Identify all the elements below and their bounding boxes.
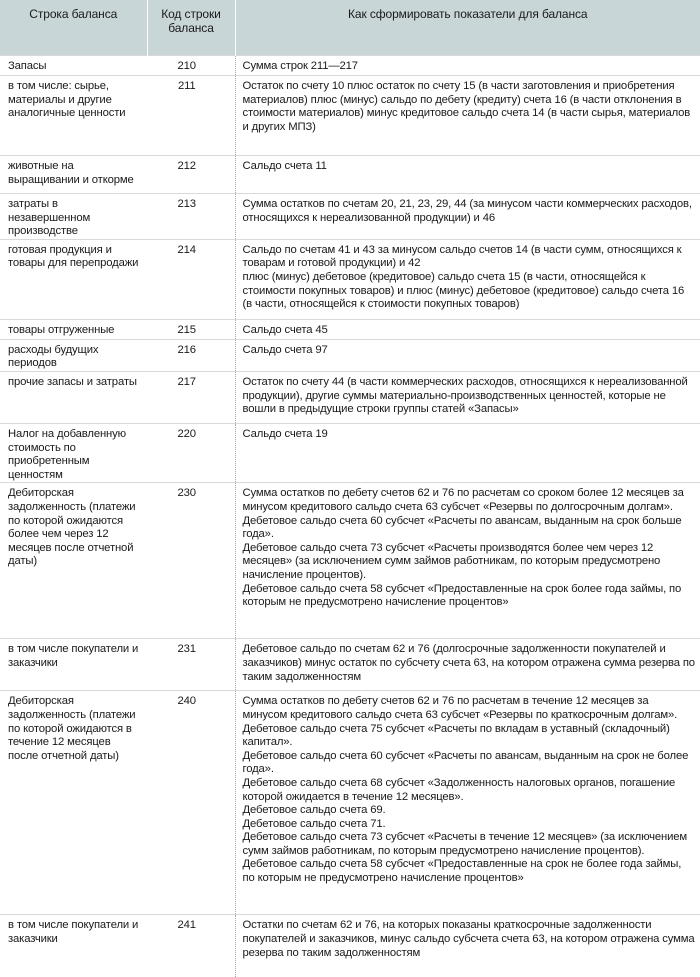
row-description — [235, 639, 700, 691]
row-description — [235, 915, 700, 977]
row-code: 216 — [147, 339, 235, 371]
row-code: 211 — [147, 76, 235, 156]
table-row — [0, 639, 700, 691]
description-line: Сумма строк 211—217 — [242, 60, 358, 72]
row-description — [235, 76, 700, 156]
description-line: Дебетовое сальдо счета 73 субсчет «Расчеты производятся более чем через 12 месяцев» (за исключением сумм займов работникам, по которым предусмотрено начисление процентов). — [242, 541, 661, 581]
description-line: Дебетовое сальдо по счетам 62 и 76 (долгосрочные задолженности покупателей и заказчиков) минус остаток по субсчету счета 63, на котором отражена сумма резерва по таким задолженностям — [242, 643, 695, 683]
row-label: готовая продукция и товары для перепродажи — [0, 239, 147, 319]
row-description — [235, 423, 700, 482]
row-description — [235, 194, 700, 240]
row-label: Налог на добавленную стоимость по приобретенным ценностям — [0, 423, 147, 482]
row-code: 213 — [147, 194, 235, 240]
table-row — [0, 371, 700, 423]
row-description — [235, 319, 700, 339]
description-line: Сумма остатков по счетам 20, 21, 23, 29, 44 (за минусом части коммерческих расходов, относящихся к нереализованной продукции) и 46 — [242, 198, 692, 224]
row-code: 215 — [147, 319, 235, 339]
row-description — [235, 691, 700, 915]
table-body — [0, 56, 700, 977]
row-description — [235, 56, 700, 76]
table-row — [0, 915, 700, 977]
row-code: 212 — [147, 156, 235, 194]
description-line: Сальдо счета 19 — [242, 427, 328, 440]
table-row — [0, 423, 700, 482]
row-description — [235, 239, 700, 319]
row-description — [235, 339, 700, 371]
table-row — [0, 194, 700, 240]
row-description — [235, 156, 700, 194]
row-label: Дебиторская задолженность (платежи по которой ожидаются в течение 12 месяцев после отчетной даты) — [0, 691, 147, 915]
description-line: Сальдо по счетам 41 и 43 за минусом сальдо счетов 14 (в части сумм, относящихся к товарам и готовой продукции) и 42 — [242, 243, 682, 270]
row-code: 241 — [147, 915, 235, 977]
table-header — [0, 0, 700, 56]
description-line: Дебетовое сальдо счета 69. — [242, 804, 386, 817]
row-description — [235, 483, 700, 639]
row-code: 214 — [147, 239, 235, 319]
row-label: в том числе покупатели и заказчики — [0, 639, 147, 691]
row-label: в том числе покупатели и заказчики — [0, 915, 147, 977]
description-line: Дебетовое сальдо счета 68 субсчет «Задолженность налоговых органов, погашение которой ожидается в течение 12 месяцев». — [242, 776, 676, 803]
description-line: Сальдо счета 11 — [242, 160, 327, 172]
row-label: животные на выращивании и откорме — [0, 156, 147, 194]
row-code: 230 — [147, 483, 235, 639]
row-label: прочие запасы и затраты — [0, 371, 147, 423]
description-line: Дебетовое сальдо счета 75 субсчет «Расчеты по вкладам в уставный (складочный) капитал». — [242, 722, 670, 749]
description-line: Сальдо счета 97 — [242, 343, 328, 356]
description-line: Остаток по счету 10 плюс остаток по счету 15 (в части заготовления и приобретения материалов) плюс (минус) сальдо по дебету (кредиту) счета 16 (в части отклонения в стоимости материалов) минус кредитовое сальдо счета 14 (в части сырья, материалов и других МПЗ) — [242, 80, 691, 133]
table-row — [0, 483, 700, 639]
table-row — [0, 319, 700, 339]
row-label: в том числе: сырье, материалы и другие аналогичные ценности — [0, 76, 147, 156]
row-description — [235, 371, 700, 423]
row-label: Дебиторская задолженность (платежи по которой ожидаются более чем через 12 месяцев после отчетной даты) — [0, 483, 147, 639]
header-line-code: Код строки баланса — [147, 0, 235, 56]
table-row — [0, 239, 700, 319]
row-code: 217 — [147, 371, 235, 423]
description-line: Дебетовое сальдо счета 73 субсчет «Расчеты в течение 12 месяцев» (за исключением сумм займов работникам, по которым предусмотрено начисление процентов). — [242, 831, 688, 857]
description-line: Остаток по счету 44 (в части коммерческих расходов, относящихся к нереализованной продукции), другие суммы материально-производственных ценностей, которые не вошли в предыдущие строки группы статей «Запасы» — [242, 375, 688, 416]
description-line: Сальдо счета 45 — [242, 323, 328, 336]
description-line: Дебетовое сальдо счета 60 субсчет «Расчеты по авансам, выданным на срок не более года». — [242, 749, 689, 776]
table-row — [0, 691, 700, 915]
header-how-to-form: Как сформировать показатели для баланса — [235, 0, 700, 56]
row-label: товары отгруженные — [0, 319, 147, 339]
row-code: 210 — [147, 56, 235, 76]
row-label: затраты в незавершенном производстве — [0, 194, 147, 240]
description-line: Остатки по счетам 62 и 76, на которых показаны краткосрочные задолженности покупателей и заказчиков, минус сальдо субсчета счета 63, на котором отражена сумма резерва по таким задолженностям — [242, 919, 695, 959]
row-label: расходы будущих периодов — [0, 339, 147, 371]
description-line: Дебетовое сальдо счета 58 субсчет «Предоставленные на срок более года займы, по которым не предусмотрено начисление процентов» — [242, 582, 682, 609]
description-line: Сумма остатков по дебету счетов 62 и 76 по расчетам в течение 12 месяцев за минусом кредитового сальдо счета 63 субсчет «Резервы по краткосрочным долгам». — [242, 695, 678, 721]
description-line: Дебетовое сальдо счета 58 субсчет «Предоставленные на срок не более года займы, по которым не предусмотрено начисление процентов» — [242, 858, 682, 885]
description-line: плюс (минус) дебетовое (кредитовое) сальдо счета 15 (в части, относящейся к стоимости покупных товаров) и плюс (минус) дебетовое (кредитовое) сальдо счета 16 (в части, относящейся к стоимости покупных товаров) — [242, 270, 685, 311]
table-row — [0, 156, 700, 194]
description-line: Дебетовое сальдо счета 60 субсчет «Расчеты по авансам, выданным на срок больше года». — [242, 514, 682, 541]
table-row — [0, 339, 700, 371]
header-balance-line: Строка баланса — [0, 0, 147, 56]
row-code: 240 — [147, 691, 235, 915]
row-label: Запасы — [0, 56, 147, 76]
description-line: Дебетовое сальдо счета 71. — [242, 817, 386, 830]
table-row — [0, 56, 700, 76]
description-line: Сумма остатков по дебету счетов 62 и 76 по расчетам со сроком более 12 месяцев за минусом кредитового сальдо счета 63 субсчет «Резервы по долгосрочным долгам». — [242, 487, 684, 513]
row-code: 231 — [147, 639, 235, 691]
row-code: 220 — [147, 423, 235, 482]
table-row — [0, 76, 700, 156]
